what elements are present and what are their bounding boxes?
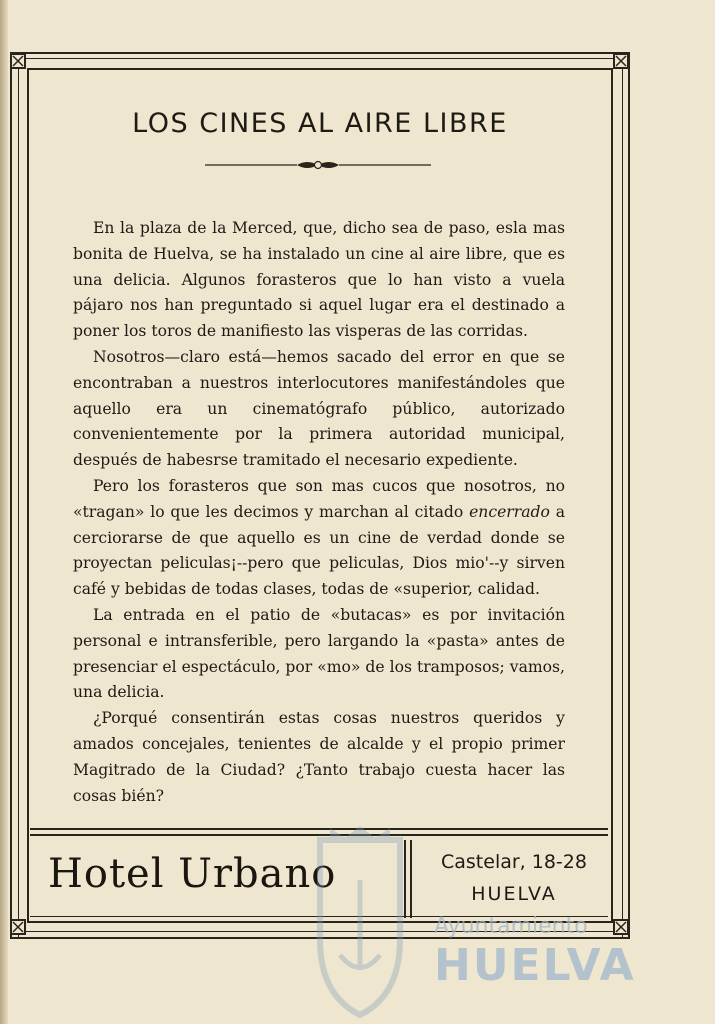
ad-address-block: [424, 846, 604, 910]
article-title: LOS CINES AL AIRE LIBRE: [132, 108, 508, 139]
corner-ornament-top-right: [613, 53, 629, 69]
corner-ornament-bottom-left: [10, 919, 26, 935]
paragraph-text: Pero los forasteros que son mas cucos que nosotros, no «tragan» lo que les decimos y marchan al citado: [73, 476, 565, 521]
hotel-name: Hotel Urbano: [48, 851, 337, 897]
article-paragraph: La entrada en el patio de «butacas» es por invitación personal e intransferible, pero largando la «pasta» antes de presenciar el espectáculo, por «mo» de los tramposos; vamos, una delicia.: [73, 605, 565, 702]
frame-rule-right: [622, 52, 623, 939]
corner-ornament-top-left: [10, 53, 26, 69]
frame-rule-left: [18, 52, 19, 939]
emphasized-word: encerrado: [469, 502, 550, 521]
paragraph-text: a cerciorarse de que aquello es un cine de verdad donde se proyectan peliculas¡--pero que peliculas, Dios mio'--y sirven café y bebidas de todas clases, todas de «superior, calidad.: [73, 502, 565, 599]
page-spine-edge: [0, 0, 8, 1024]
title-ornament-divider: [205, 157, 431, 173]
watermark-label: Ayuntamiento: [434, 914, 588, 939]
coat-of-arms-watermark: [300, 820, 420, 1020]
hotel-address: Castelar, 18-28: [441, 851, 587, 873]
frame-rule-top: [10, 58, 630, 59]
article-body: [73, 216, 565, 809]
article-paragraph: Nosotros—claro está—hemos sacado del error en que se encontraban a nuestros interlocutores manifestándoles que aquello era un cinematógrafo público, autorizado convenientemente por la primera autoridad municipal, después de habesrse tramitado el necesario expediente.: [73, 347, 565, 470]
article-paragraph: En la plaza de la Merced, que, dicho sea de paso, esla mas bonita de Huelva, se ha instalado un cine al aire libre, que es una delicia. Algunos forasteros que lo han visto a vuela pájaro nos han preguntado si aquel lugar era el destinado a poner los toros de manifiesto las visperas de las corridas.: [73, 219, 565, 341]
watermark-city: HUELVA: [434, 940, 636, 991]
hotel-city: HUELVA: [471, 883, 557, 905]
article-paragraph: ¿Porqué consentirán estas cosas nuestros queridos y amados concejales, tenientes de alcalde y el propio primer Magitrado de la Ciudad? ¿Tanto trabajo cuesta hacer las cosas bién?: [73, 709, 565, 805]
corner-ornament-bottom-right: [613, 919, 629, 935]
article-paragraph: [73, 474, 565, 603]
